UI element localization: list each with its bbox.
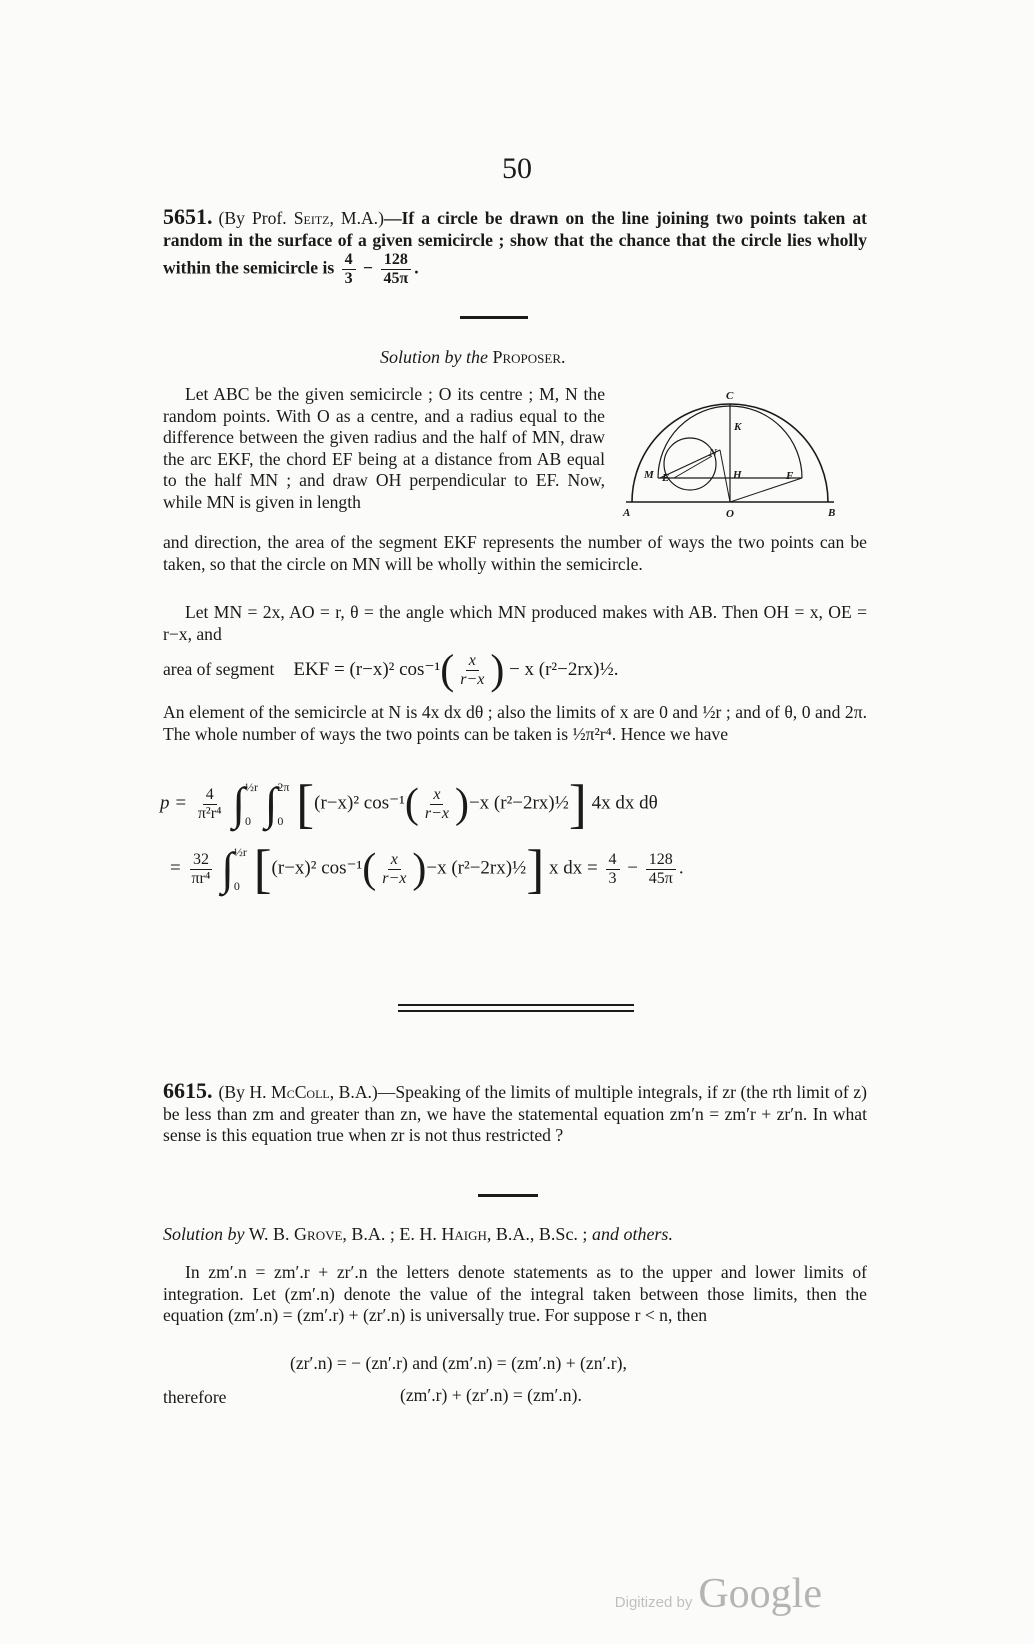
solution-paragraph-1: Let ABC be the given semicircle ; O its centre ; M, N the random points. With O as a centre, and a radius equal to the difference between the given radius and the half of MN, draw the arc EKF, the chord EF being at a distance from AB equal to the half MN ; and draw OH perpendicular to EF. Now, while MN is given in length — [163, 384, 605, 512]
double-rule-bottom — [398, 1010, 634, 1012]
author-prefix: (By Prof. — [218, 208, 287, 228]
label-c: C — [726, 390, 734, 402]
solution-paragraph-2: Let MN = 2x, AO = r, θ = the angle which MN produced makes with AB. Then OH = x, OE = r−x, and — [163, 602, 867, 644]
label-b: B — [828, 507, 836, 519]
solution-heading-1: Solution by the Proposer. — [380, 347, 566, 367]
google-logo: Google — [698, 1571, 822, 1617]
page-number: 50 — [502, 152, 532, 185]
therefore-label: therefore — [163, 1387, 227, 1407]
fraction-128-45pi: $\frac{128}{45\pi}$ — [380, 251, 411, 288]
solution-paragraph-1b: and direction, the area of the segment EKF represents the number of ways the two points can be taken, so that the circle on MN will be wholly within the semicircle. — [163, 532, 867, 574]
short-rule — [460, 316, 528, 319]
author-name: Seitz — [293, 208, 330, 228]
equation-statements-2: (zm′.r) + (zr′.n) = (zm′.n). — [400, 1385, 582, 1405]
solution-paragraph-3: An element of the semicircle at N is 4x dx dθ ; also the limits of x are 0 and ½r ; and of θ, 0 and 2π. The whole number of ways the two points can be taken is ½π²r⁴. Hence we have — [163, 702, 867, 744]
label-f: F — [786, 470, 794, 482]
question-6615: 6615. (By H. McColl, B.A.)—Speaking of the limits of multiple integrals, if zr (the rth limit of z) be less than zm and greater than zn, we have the statemental equation zm′n = zm′r + zr′n. In what sense is this equation true when zr is not thus restricted ? — [163, 1078, 867, 1145]
label-h: H — [733, 469, 742, 481]
solution-heading-2: Solution by W. B. Grove, B.A. ; E. H. Haigh, B.A., B.Sc. ; and others. — [163, 1224, 673, 1244]
equation-statements-1: (zr′.n) = − (zn′.r) and (zm′.n) = (zm′.n) + (zn′.r), — [290, 1353, 627, 1373]
label-a: A — [623, 507, 631, 519]
digitized-by-text: Digitized by — [614, 1594, 693, 1611]
semicircle-diagram — [620, 386, 850, 522]
equation-area-segment: area of segment EKF = (r−x)² cos⁻¹( $\frac{x}{r-x}$ ) − x (r²−2rx)½. — [163, 647, 619, 694]
label-m: M — [644, 469, 654, 481]
minus-sign: − — [363, 257, 374, 278]
question-5651: 5651. (By Prof. Seitz, M.A.)—If a circle be drawn on the line joining two points taken at random in the surface of a given semicircle ; show that the chance that the circle lies wholly within the semicircle is $\frac{4}{3}$ − $\frac{128}{45\pi}$ . — [163, 204, 867, 287]
equation-probability-p: p = $\frac{4}{\text{π²r⁴}}$ ∫ ½r 0 ∫ 2π 0 [(r−x)² cos⁻¹( $\frac{x}{r-x}$ )−x (r²−2rx)½] 4x dx dθ — [160, 774, 658, 834]
fraction-4-3: $\frac{4}{3}$ — [342, 251, 356, 288]
author-suffix: , M.A.) — [329, 208, 384, 228]
label-k: K — [734, 421, 742, 433]
question-text: —If a circle be drawn on the line joining two points taken at random in the surface of a given semicircle ; show that the chance that the circle lies wholly within the semicircle is — [163, 208, 867, 278]
question-number: 5651. — [163, 204, 213, 229]
label-e: E — [662, 472, 670, 484]
double-rule-top — [398, 1004, 634, 1006]
solution-2-paragraph: In zm′.n = zm′.r + zr′.n the letters denote statements as to the upper and lower limits of integration. Let (zm′.n) denote the value of the integral taken between those limits, then the equation (zm′.n) = (zm′.r) + (zr′.n) is universally true. For suppose r < n, then — [163, 1262, 867, 1325]
question-number: 6615. — [163, 1078, 213, 1103]
equation-probability-result: = $\frac{32}{\text{πr⁴}}$ ∫ ½r 0 [(r−x)² cos⁻¹( $\frac{x}{r-x}$ )−x (r²−2rx)½] x dx = $\frac{4}{3}$ − $\frac{128}{45\pi}$ . — [170, 839, 684, 899]
label-n: N — [709, 447, 717, 459]
short-rule-2 — [478, 1194, 538, 1197]
label-o: O — [726, 508, 734, 520]
google-watermark — [615, 1570, 822, 1618]
